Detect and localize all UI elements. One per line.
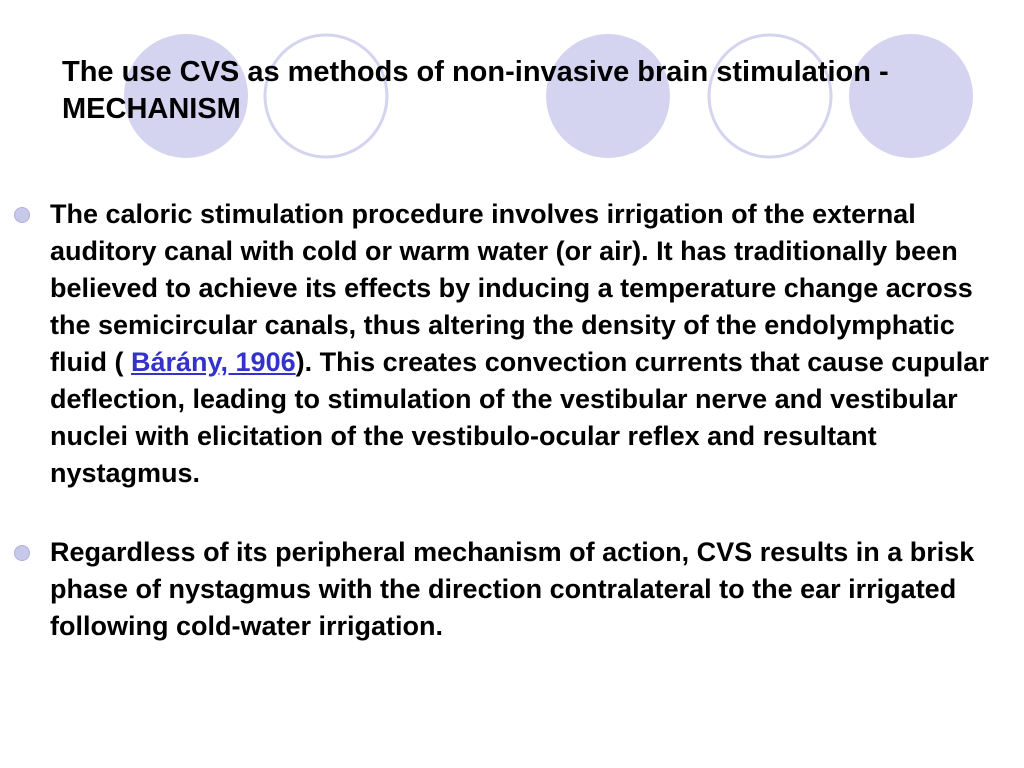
slide-title: The use CVS as methods of non-invasive brain stimulation - MECHANISM [62, 56, 889, 125]
bullet-icon [14, 545, 30, 561]
bullet-text: Regardless of its peripheral mechanism of action, CVS results in a brisk phase of nystagmus with the direction contralateral to the ear irrigated following cold-water irrigation. [50, 537, 975, 641]
bullet-text-part: The caloric stimulation procedure involves irrigation of the external auditory canal with cold or warm water (or air). It has traditionally been believed to achieve its effects by inducing a temperature change across the semicircular canals, thus altering the density of the endolymphatic fluid ( [50, 199, 973, 377]
bullet-list [12, 196, 1016, 645]
bullet-text-part: ). This creates convection currents that cause cupular deflection, leading to stimulation of the vestibular nerve and vestibular nuclei with elicitation of the vestibulo-ocular reflex and resultant nystagmus. [50, 347, 989, 488]
citation-link[interactable]: Bárány, 1906 [130, 347, 296, 377]
bullet-item [12, 534, 1016, 645]
bullet-icon [14, 207, 30, 223]
bullet-item [12, 196, 1016, 492]
